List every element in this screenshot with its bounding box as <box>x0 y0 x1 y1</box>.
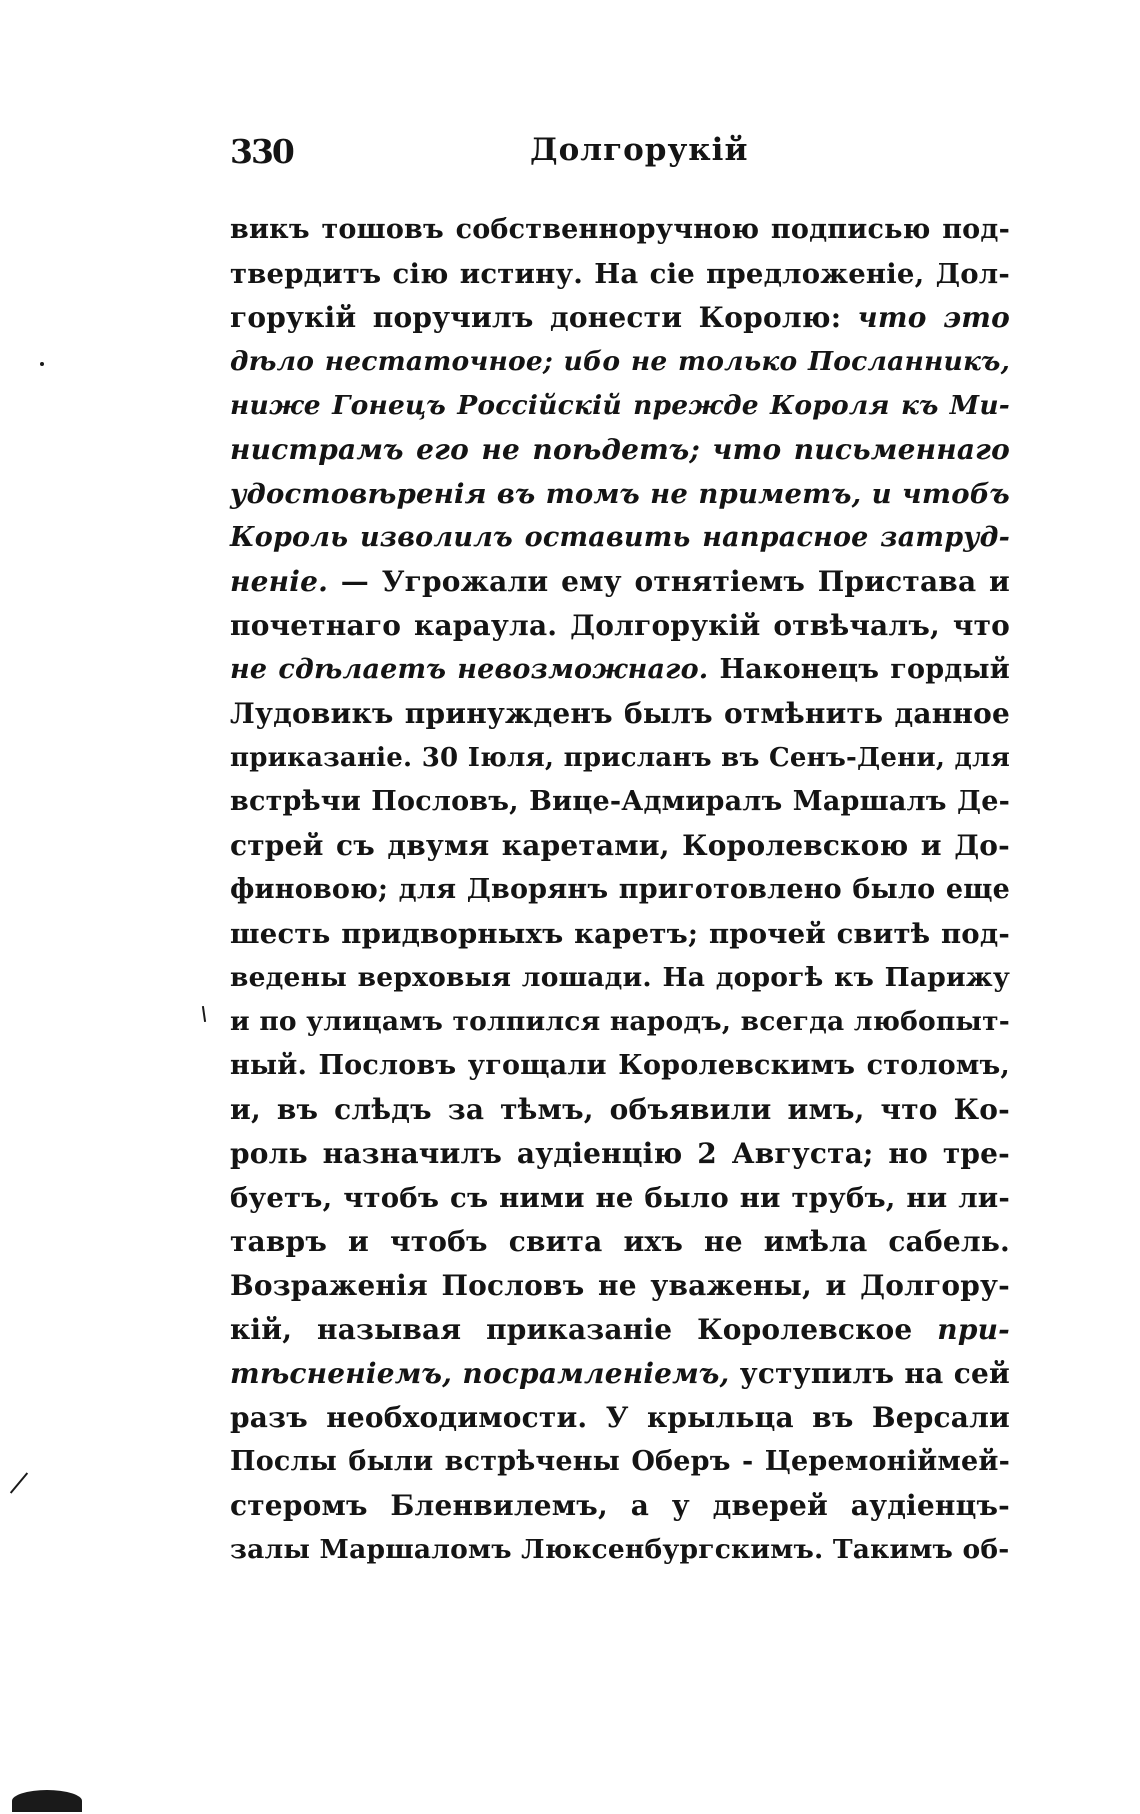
text-line <box>230 1528 1010 1572</box>
text-segment: разъ необходимости. У крыльца въ Версали <box>230 1401 1010 1434</box>
text-segment: и по улицамъ толпился народъ, всегда любопыт- <box>230 1006 1010 1037</box>
text-line <box>230 560 1010 604</box>
text-segment: приказаніе. 30 Іюля, присланъ въ Сенъ-Дени, для <box>230 743 1010 773</box>
page-number: 330 <box>230 132 293 171</box>
text-line <box>230 1308 1010 1352</box>
text-segment: кій, называя приказаніе Королевское <box>230 1313 938 1346</box>
text-line <box>230 296 1010 340</box>
text-line <box>230 1352 1010 1396</box>
italic-segment: удостовѣренія въ томъ не приметъ, и чтобъ <box>230 478 1010 510</box>
text-line <box>230 208 1010 252</box>
text-segment: и, въ слѣдъ за тѣмъ, объявили имъ, что Ко- <box>230 1093 1010 1126</box>
text-line <box>230 780 1010 824</box>
text-segment: тавръ и чтобъ свита ихъ не имѣла сабель. <box>230 1225 1010 1258</box>
italic-segment: ниже Гонецъ Россійскій прежде Короля къ Ми- <box>230 390 1010 421</box>
text-line <box>230 1264 1010 1308</box>
text-line <box>230 428 1010 472</box>
text-line <box>230 912 1010 956</box>
text-line <box>230 648 1010 692</box>
italic-segment: Король изволилъ оставить напрасное затруд- <box>230 522 1010 553</box>
text-segment: шесть придворныхъ каретъ; прочей свитѣ под- <box>230 918 1010 950</box>
text-line <box>230 824 1010 868</box>
text-line <box>230 868 1010 912</box>
text-line <box>230 1220 1010 1264</box>
italic-segment: неніе. <box>230 565 329 598</box>
margin-slash <box>10 1472 28 1493</box>
text-line <box>230 472 1010 516</box>
text-line <box>230 516 1010 560</box>
text-segment: Наконецъ гордый <box>708 654 1010 685</box>
text-line <box>230 252 1010 296</box>
text-line <box>230 1044 1010 1088</box>
text-line <box>230 384 1010 428</box>
text-line <box>230 736 1010 780</box>
italic-segment: тѣсненіемъ, посрамленіемъ, <box>230 1357 730 1390</box>
ink-blot <box>12 1790 82 1812</box>
page-header <box>230 132 1010 182</box>
text-line <box>230 1440 1010 1484</box>
text-line <box>230 1396 1010 1440</box>
text-segment: Возраженія Пословъ не уважены, и Долгору- <box>230 1269 1010 1302</box>
text-segment: уступилъ на сей <box>729 1357 1010 1390</box>
italic-segment: что это <box>857 301 1010 334</box>
text-segment: Лудовикъ принужденъ былъ отмѣнить данное <box>230 697 1010 730</box>
running-head: Долгорукій <box>530 132 749 168</box>
text-segment: ный. Пословъ угощали Королевскимъ столомъ, <box>230 1050 1010 1081</box>
italic-segment: дѣло нестаточное; ибо не только Посланникъ, <box>230 346 1010 377</box>
margin-tick <box>202 1006 206 1022</box>
italic-segment: нистрамъ его не поѣдетъ; что письменнаго <box>230 433 1010 466</box>
text-line <box>230 1000 1010 1044</box>
text-line <box>230 1484 1010 1528</box>
body-text <box>230 208 1010 1572</box>
text-line <box>230 340 1010 384</box>
text-line <box>230 1132 1010 1176</box>
margin-dot <box>40 362 44 366</box>
text-segment: встрѣчи Пословъ, Вице-Адмиралъ Маршалъ Де- <box>230 786 1010 817</box>
text-line <box>230 1088 1010 1132</box>
text-line <box>230 1176 1010 1220</box>
text-segment: горукій поручилъ донести Королю: <box>230 301 858 334</box>
text-line <box>230 692 1010 736</box>
text-line <box>230 604 1010 648</box>
text-segment: финовою; для Дворянъ приготовлено было еще <box>230 874 1010 905</box>
text-segment: стрей съ двумя каретами, Королевскою и До- <box>230 829 1010 862</box>
text-segment: Послы были встрѣчены Оберъ - Церемоніймей- <box>230 1446 1010 1477</box>
text-segment: ведены верховыя лошади. На дорогѣ къ Парижу <box>230 962 1010 993</box>
text-line <box>230 956 1010 1000</box>
text-segment: роль назначилъ аудіенцію 2 Августа; но тре- <box>230 1137 1010 1170</box>
text-segment: стеромъ Бленвилемъ, а у дверей аудіенцъ- <box>230 1489 1010 1522</box>
text-segment: викъ тошовъ собственноручною подписью под- <box>230 214 1010 245</box>
text-segment: залы Маршаломъ Люксенбургскимъ. Такимъ об- <box>230 1534 1010 1565</box>
text-segment: почетнаго караула. Долгорукій отвѣчалъ, что <box>230 609 1010 642</box>
italic-segment: не сдѣлаетъ невозможнаго. <box>230 654 709 685</box>
italic-segment: при- <box>937 1313 1010 1346</box>
text-segment: буетъ, чтобъ съ ними не было ни трубъ, ни ли- <box>230 1182 1010 1214</box>
text-segment: твердитъ сію истину. На сіе предложеніе, Дол- <box>230 258 1010 290</box>
text-segment: — Угрожали ему отнятіемъ Пристава и <box>328 565 1010 598</box>
